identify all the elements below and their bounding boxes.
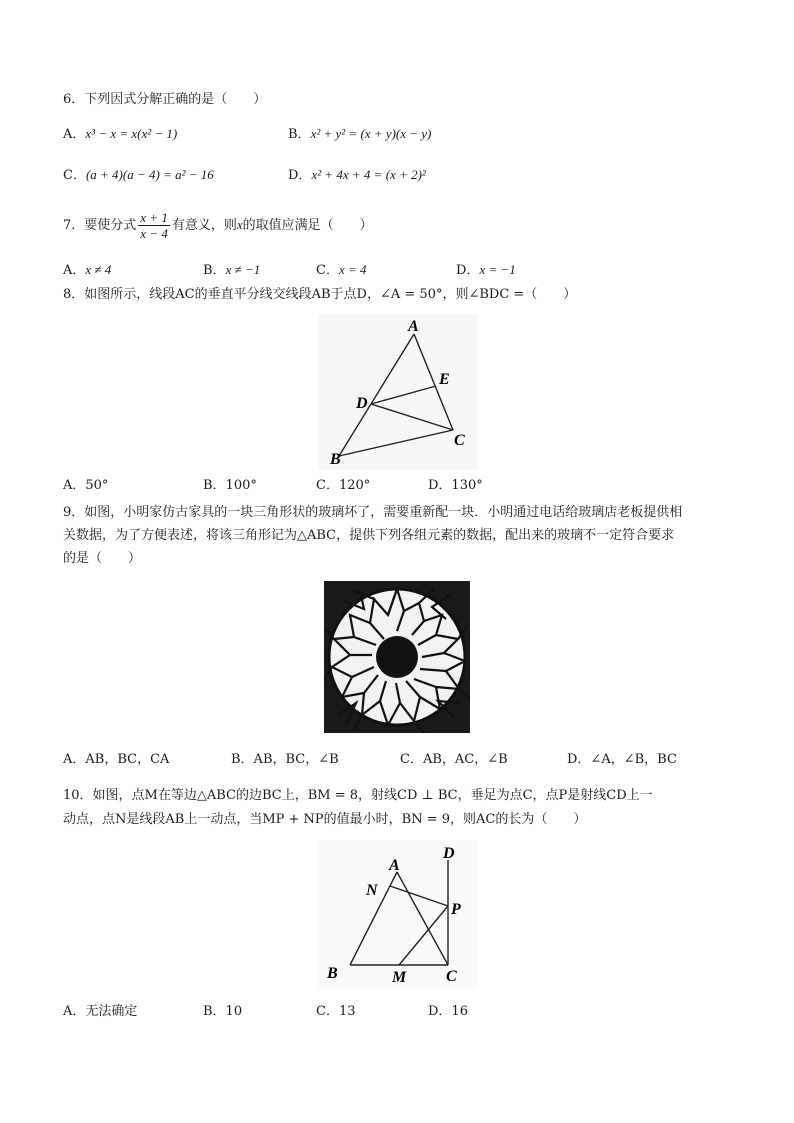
q10-stem-line-1: 10．如图，点M在等边△ABC的边BC上，BM = 8，射线CD ⊥ BC，垂足为点C，点P是射线CD上一: [63, 788, 653, 803]
q7-option-d: [456, 260, 516, 281]
q8-triangle-figure: [318, 314, 478, 470]
option-label: D．: [456, 263, 480, 278]
q10-option-d: D．16: [428, 1004, 468, 1019]
option-math: x ≠ 4: [85, 262, 112, 277]
label-d: D: [443, 845, 455, 862]
label-c: C: [446, 968, 457, 985]
option-label: C．: [316, 263, 339, 278]
label-c: C: [454, 432, 465, 449]
label-p: P: [451, 901, 461, 918]
q7-stem: [63, 206, 373, 245]
q8-option-c: C．120°: [316, 478, 371, 493]
option-math: x² + y² = (x + y)(x − y): [310, 126, 432, 141]
fraction-denominator: x − 4: [140, 226, 168, 241]
option-math: x ≠ −1: [225, 262, 261, 277]
label-a: A: [408, 318, 419, 335]
q9-option-d: D．∠A，∠B，BC: [567, 752, 677, 767]
q6-option-b: [288, 124, 431, 145]
option-math: (a + 4)(a − 4) = a² − 16: [85, 167, 214, 182]
q8-option-d: D．130°: [428, 478, 483, 493]
q9-stem-line-2: 关数据，为了方便表述，将该三角形记为△ABC，提供下列各组元素的数据，配出来的玻璃不一定符合要求: [63, 528, 675, 543]
q10-triangle-figure: [318, 840, 478, 988]
label-a: A: [389, 857, 400, 874]
q7-variable: x: [236, 217, 243, 232]
option-label: A．: [63, 263, 86, 278]
option-label: B．: [203, 263, 226, 278]
q10-option-b: B．10: [203, 1004, 243, 1019]
q8-option-b: B．100°: [203, 478, 257, 493]
fraction-numerator: x + 1: [140, 210, 168, 225]
q9-glass-window-image: [324, 581, 470, 733]
label-d: D: [356, 395, 368, 412]
option-math: x² + 4x + 4 = (x + 2)²: [311, 167, 426, 182]
q10-option-c: C．13: [316, 1004, 356, 1019]
glass-center-hole: [376, 636, 418, 678]
option-math: x = −1: [479, 262, 516, 277]
q8-option-a: A．50°: [63, 478, 109, 493]
q7-stem-mid: 有意义，则: [171, 218, 237, 233]
q6-option-d: [288, 165, 426, 186]
q7-stem-after: 的取值应满足（ ）: [242, 218, 373, 233]
q10-option-a: A．无法确定: [63, 1004, 138, 1019]
option-label: D．: [288, 168, 312, 183]
q6-stem: 6．下列因式分解正确的是（ ）: [63, 92, 267, 107]
q7-option-a: [63, 260, 111, 281]
q9-option-a: A．AB，BC，CA: [63, 752, 170, 767]
option-label: A．: [63, 127, 86, 142]
option-label: C．: [63, 168, 86, 183]
q6-option-c: [63, 165, 214, 186]
label-b: B: [330, 451, 341, 468]
q8-stem: 8．如图所示，线段AC的垂直平分线交线段AB于点D，∠A = 50°，则∠BDC =（ ）: [63, 287, 577, 302]
q9-option-c: C．AB，AC，∠B: [400, 752, 508, 767]
label-b: B: [327, 965, 338, 982]
label-n: N: [366, 882, 378, 899]
option-label: B．: [288, 127, 311, 142]
q7-stem-before: 7．要使分式: [63, 218, 137, 233]
q6-option-a: [63, 124, 177, 145]
q10-stem-line-2: 动点，点N是线段AB上一动点，当MP + NP的值最小时，BN = 9，则AC的长为（ ）: [63, 812, 587, 827]
fraction: [138, 210, 170, 241]
label-e: E: [439, 371, 450, 388]
q7-option-b: [203, 260, 260, 281]
option-math: x³ − x = x(x² − 1): [85, 126, 178, 141]
q9-stem-line-1: 9．如图，小明家仿古家具的一块三角形状的玻璃坏了，需要重新配一块．小明通过电话给玻璃店老板提供相: [63, 505, 683, 520]
label-m: M: [392, 969, 407, 986]
option-math: x = 4: [338, 262, 367, 277]
q9-option-b: B．AB，BC，∠B: [231, 752, 339, 767]
q7-option-c: [316, 260, 367, 281]
q9-stem-line-3: 的是（ ）: [63, 551, 142, 566]
